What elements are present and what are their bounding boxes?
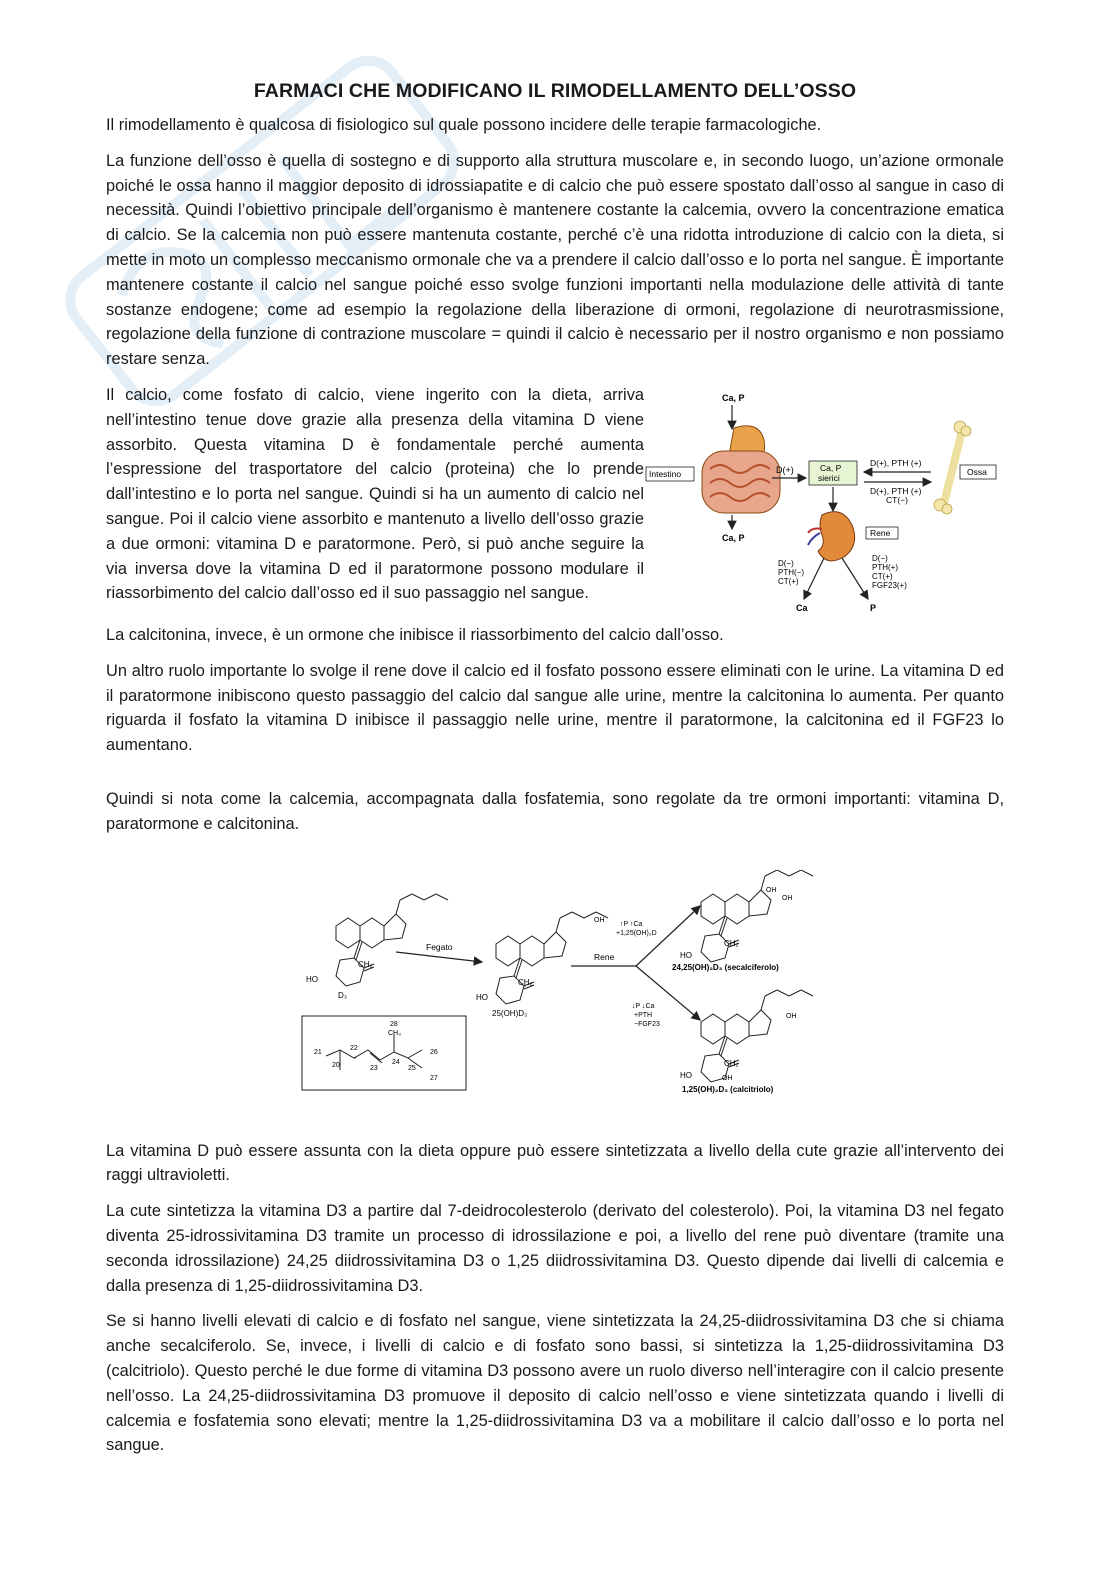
fig1-kidney-label: Rene [870,527,891,538]
document-page [106,80,1004,1469]
fig2-c25-label: 25(OH)D₃ [492,1008,528,1018]
fig2-secalciferolo-label: 24,25(OH)₂D₃ (secalciferolo) [672,962,779,972]
fig2-down-cond-1: ↓P ↓Ca [632,1002,655,1010]
fig2-up-cond-2: +1,25(OH)₂D [616,929,657,937]
paragraph-vitamin-d-sources: La vitamina D può essere assunta con la dieta oppure può essere sintetizzata a livello della cute grazie all’intervento dei raggi ultravioletti. [106,1141,1004,1185]
fig2-sec-ho: HO [680,950,692,960]
calcium-homeostasis-diagram [644,383,1004,623]
fig1-to-bone-label: D(+), PTH (+) [870,457,922,468]
fig2-calcitriolo-label: 1,25(OH)₂D₃ (calcitriolo) [682,1084,774,1094]
fig2-kidney-label: Rene [594,951,615,962]
fig2-num-24: 24 [392,1058,400,1066]
fig2-liver-label: Fegato [426,941,453,952]
paragraph-kidney-role: Un altro ruolo importante lo svolge il rene dove il calcio ed il fosfato possono essere eliminati con le urine. La vitamina D ed il paratormone inibiscono questo passaggio del calcio dal sangue alle urine, mentre la calcitonina lo aumenta. Per quanto riguarda il fosfato la vitamina D inibisce il passaggio nelle urine, mentre il paratormone, la calcitonina ed il FGF23 lo aumentano. [106,661,1004,755]
fig1-serum-label-1: Ca, P [820,462,842,473]
fig1-from-bone-label-2: CT(−) [886,494,908,505]
fig1-urine-ca: Ca [796,602,808,613]
paragraph-calcium-absorption: Il calcio, come fosfato di calcio, viene ingerito con la dieta, arriva nell’intestino tenue dove grazie alla presenza della vitamina D viene assorbito. Questa vitamina D è fondamentale perché aumenta l’espressione del trasportatore del calcio (proteina) che lo prende dall’intestino e lo porta nel sangue. Quindi si ha un aumento di calcio nel sangue. Poi il calcio viene assorbito e mantenuto a livello dell’osso grazie a due ormoni: vitamina D e paratormone. Però, si può anche seguire la via inversa dove la vitamina D ed il paratormone possono modulare il riassorbimento del calcio dall’osso ed il suo passaggio nel sangue. [106,385,644,603]
fig2-num-ch3: CH₃ [388,1029,401,1037]
paragraph-vitamin-d-synthesis: La cute sintetizza la vitamina D3 a partire dal 7-deidrocolesterolo (derivato del colesterolo). Poi, la vitamina D3 nel fegato diventa 25-idrossivitamina D3 tramite un processo di idrossilazione e poi, a livello del rene può diventare (tramite una seconda idrossilazione) 24,25 diidrossivitamina D3 o 1,25 diidrossivitamina D3. Questo dipende dai livelli di calcemia e dalla presenza di 1,25-diidrossivitamina D3. [106,1202,1004,1295]
fig2-d3-ho: HO [306,974,318,984]
fig2-num-26: 26 [430,1048,438,1056]
fig2-calc-ch2: CH₂ [724,1058,739,1068]
fig2-sec-oh1: OH [766,886,777,894]
fig2-calc-oh2: OH [722,1074,733,1082]
fig2-up-cond-1: ↑P ↑Ca [620,920,643,928]
fig2-c25-ch2: CH₂ [518,977,533,987]
fig2-down-cond-3: −FGF23 [634,1020,660,1028]
fig2-calc-oh1: OH [786,1012,797,1020]
calcium-section [106,383,1004,623]
kidney-icon [808,512,855,561]
fig2-sec-ch2: CH₂ [724,938,739,948]
fig2-d3-ch2: CH₂ [358,959,373,969]
paragraph-calcitonin: La calcitonina, invece, è un ormone che inibisce il riassorbimento del calcio dall’osso. [106,625,724,644]
fig2-num-23: 23 [370,1064,378,1072]
fig1-p-reg-3: CT(+) [872,571,893,581]
fig1-p-reg-2: PTH(+) [872,562,898,572]
paragraph-bone-function: La funzione dell’osso è quella di sostegno e di supporto alla struttura muscolare e, in secondo luogo, un’azione ormonale poiché le ossa hanno il maggior deposito di idrossiapatite e di calcio che può essere spostato dall’osso al sangue in caso di necessità. Quindi l’obiettivo principale dell’organismo è mantenere costante la calcemia, ovvero la concentrazione ematica di calcio. Se la calcemia non può essere mantenuta costante, perché c’è una ridotta introduzione di calcio con la dieta, si mette in moto un complesso meccanismo ormonale che va a prendere il calcio dall’osso e lo porta nel sangue. È importante mantenere costante il calcio nel sangue poiché esso svolge funzioni importanti nella modulazione delle attività di tante sostanze endogene; come ad esempio la regolazione della liberazione di ormoni, regolazione di neurotrasmissione, regolazione della funzione di contrazione muscolare = quindi il calcio è necessario per il nostro organismo e non possiamo restare senza. [106,151,1004,369]
fig1-from-bone-label-1: D(+), PTH (+) [870,485,922,496]
fig1-bone-label: Ossa [967,466,987,477]
document-title: FARMACI CHE MODIFICANO IL RIMODELLAMENTO DELL’OSSO [253,80,857,102]
paragraph-hormones-summary: Quindi si nota come la calcemia, accompagnata dalla fosfatemia, sono regolate da tre ormoni importanti: vitamina D, paratormone e calcitonina. [106,789,1004,833]
fig1-ca-reg-1: D(−) [778,558,794,568]
fig1-dplus-label: D(+) [776,464,794,475]
intestine-icon [702,451,780,513]
fig2-down-cond-2: +PTH [634,1011,653,1019]
fig1-p-reg-4: FGF23(+) [872,580,907,590]
fig2-num-28: 28 [390,1020,398,1028]
vitamin-d-metabolism-diagram [296,870,816,1120]
fig1-urine-p: P [870,602,877,613]
fig1-intake-label: Ca, P [722,392,745,403]
fig2-num-27: 27 [430,1074,438,1082]
fig2-c25-ho: HO [476,992,488,1002]
fig2-num-21: 21 [314,1048,322,1056]
fig1-feces-label: Ca, P [722,532,745,543]
fig2-c25-oh: OH [594,916,605,924]
fig2-d3-label: D₃ [338,990,348,1000]
paragraph-vitamin-d-forms: Se si hanno livelli elevati di calcio e di fosfato nel sangue, viene sintetizzata la 24,25-diidrossivitamina D3 che si chiama anche secalciferolo. Se, invece, i livelli di calcio e di fosfato sono bassi, si sintetizza la 1,25-diidrossivitamina D3 (calcitriolo). Questo perché le due forme di vitamina D3 possono avere un ruolo diverso nell’interagire con il calcio presente nell’osso. La 24,25-diidrossivitamina D3 promuove il deposito di calcio nell’osso e viene sintetizzata quando i livelli di calcemia e fosfatemia sono elevati; mentre la 1,25-diidrossivitamina D3 va a mobilitare il calcio dall’osso e lo porta nel sangue. [106,1312,1004,1455]
fig2-numbering-box [302,1016,466,1090]
fig2-calc-ho: HO [680,1070,692,1080]
fig1-intestine-label: Intestino [649,468,682,479]
fig1-ca-reg-2: PTH(−) [778,567,804,577]
fig1-ca-reg-3: CT(+) [778,576,799,586]
fig2-num-25: 25 [408,1064,416,1072]
paragraph-intro: Il rimodellamento è qualcosa di fisiologico sul quale possono incidere delle terapie farmacologiche. [106,116,822,134]
fig2-sec-oh2: OH [782,894,793,902]
fig2-num-22: 22 [350,1044,358,1052]
fig1-p-reg-1: D(−) [872,553,888,563]
fig2-num-20: 20 [332,1061,340,1069]
fig1-serum-label-2: sierici [818,472,840,483]
